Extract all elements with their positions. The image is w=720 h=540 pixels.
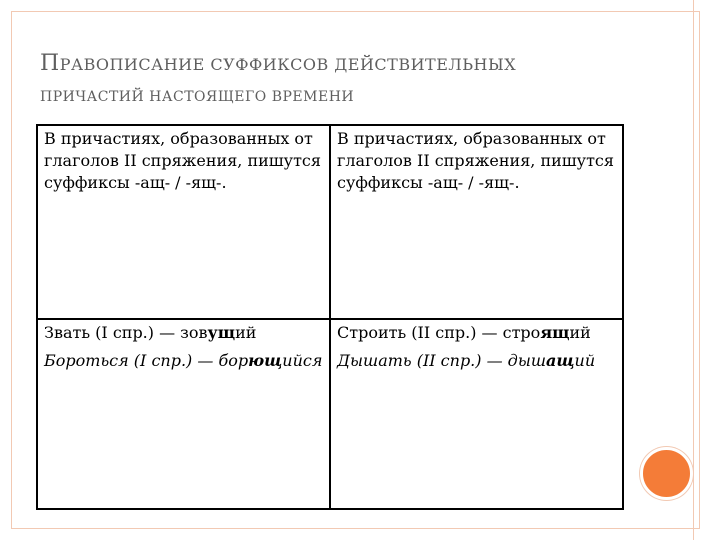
title-initial-cap: П (40, 51, 60, 76)
accent-circle (640, 447, 693, 500)
example-suffix: ющ (248, 351, 283, 370)
examples-row (37, 319, 623, 509)
example-borotsya (44, 350, 323, 372)
examples-cell-right (330, 319, 623, 509)
example-suffix: ящ (540, 323, 570, 342)
example-zvat (44, 322, 323, 344)
rules-table (36, 124, 624, 510)
rule-cell-right: В причастиях, образованных от глаголов II спряжения, пишутся суффиксы -ащ- / -ящ-. (330, 125, 623, 319)
examples-cell-left (37, 319, 330, 509)
example-dyshat (337, 350, 616, 372)
example-ending: ий (574, 351, 596, 370)
example-ending: ийся (282, 351, 323, 370)
title-line-2: ПРИЧАСТИЙ НАСТОЯЩЕГО ВРЕМЕНИ (40, 89, 355, 105)
example-ending: ий (235, 323, 257, 342)
rules-row (37, 125, 623, 319)
example-text: Бороться (I спр.) — бор (44, 351, 249, 370)
rule-cell-left: В причастиях, образованных от глаголов II спряжения, пишутся суффиксы -ащ- / -ящ-. (37, 125, 330, 319)
slide-side-line (693, 0, 694, 540)
slide-title (40, 50, 680, 111)
title-line-1-text: РАВОПИСАНИЕ СУФФИКСОВ ДЕЙСТВИТЕЛЬНЫХ (59, 55, 517, 74)
example-stroit (337, 322, 616, 344)
example-text: Дышать (II спр.) — дыш (337, 351, 547, 370)
example-suffix: ащ (546, 351, 575, 370)
title-line-1 (40, 50, 680, 79)
example-text: Строить (II спр.) — стро (337, 323, 541, 342)
example-ending: ий (569, 323, 591, 342)
example-text: Звать (I спр.) — зов (44, 323, 208, 342)
example-suffix: ущ (207, 323, 236, 342)
